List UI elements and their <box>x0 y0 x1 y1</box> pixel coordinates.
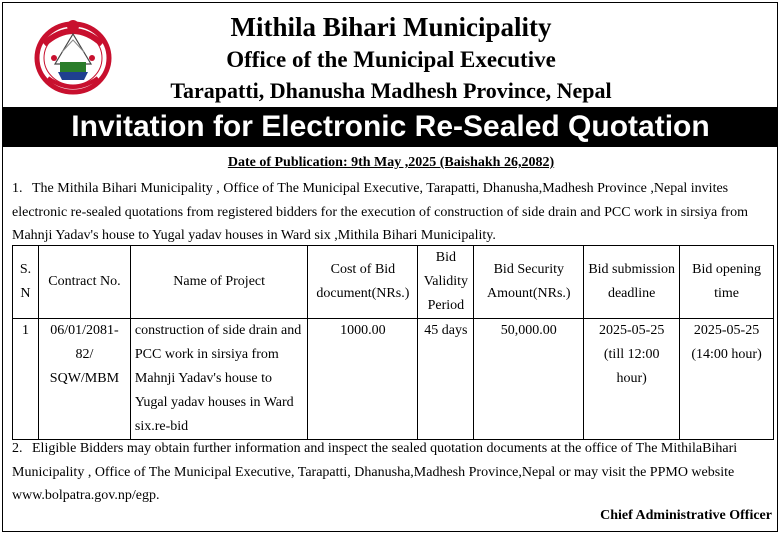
cell-deadline: 2025-05-25 (till 12:00 hour) <box>584 319 680 440</box>
col-header-contract: Contract No. <box>38 246 130 319</box>
cell-contract: 06/01/2081-82/ SQW/MBM <box>38 319 130 440</box>
paragraph-2-number: 2. <box>12 441 23 456</box>
publication-date: Date of Publication: 9th May ,2025 (Baishakh 26,2082) <box>227 155 555 170</box>
col-header-opening: Bid opening time <box>680 246 774 319</box>
cell-security: 50,000.00 <box>474 319 584 440</box>
col-header-sn: S. N <box>13 246 39 319</box>
col-header-deadline: Bid submission deadline <box>584 246 680 319</box>
paragraph-2-text: Eligible Bidders may obtain further information and inspect the sealed quotation documents at the office of The MithilaBihari Municipality , Office of The Municipal Executive, Tarapatti, Dhanusha,Madhesh Province,Nepal or may visit the PPMO website www.bolpatra.gov.np/egp. <box>12 441 738 503</box>
cell-opening: 2025-05-25 (14:00 hour) <box>680 319 774 440</box>
signature: Chief Administrative Officer <box>600 508 772 523</box>
table-header-row <box>13 246 774 319</box>
paragraph-2 <box>12 437 774 508</box>
notice-title-banner: Invitation for Electronic Re-Sealed Quotation <box>3 107 778 147</box>
cell-project: construction of side drain and PCC work in sirsiya from Mahnji Yadav's house to Yugal yadav houses in Ward six.re-bid <box>130 319 308 440</box>
cell-sn: 1 <box>13 319 39 440</box>
paragraph-1 <box>12 177 772 248</box>
col-header-cost: Cost of Bid document(NRs.) <box>308 246 418 319</box>
municipality-name: Mithila Bihari Municipality <box>230 12 552 42</box>
col-header-security: Bid Security Amount(NRs.) <box>474 246 584 319</box>
cell-validity: 45 days <box>418 319 474 440</box>
paragraph-1-number: 1. <box>12 181 23 196</box>
paragraph-1-text: The Mithila Bihari Municipality , Office of The Municipal Executive, Tarapatti, Dhanusha,Madhesh Province ,Nepal invites electronic re-sealed quotations from registered bidders for the execution of construction of side drain and PCC work in sirsiya from Mahnji Yadav's house to Yugal yadav houses in Ward six ,Mithila Bihari Municipality. <box>12 181 748 243</box>
col-header-validity: Bid Validity Period <box>418 246 474 319</box>
bid-table <box>12 245 774 440</box>
office-address: Tarapatti, Dhanusha Madhesh Province, Nepal <box>170 78 612 103</box>
office-name: Office of the Municipal Executive <box>226 47 556 72</box>
col-header-project: Name of Project <box>130 246 308 319</box>
cell-cost: 1000.00 <box>308 319 418 440</box>
notice-header <box>0 0 782 106</box>
table-row <box>13 319 774 440</box>
